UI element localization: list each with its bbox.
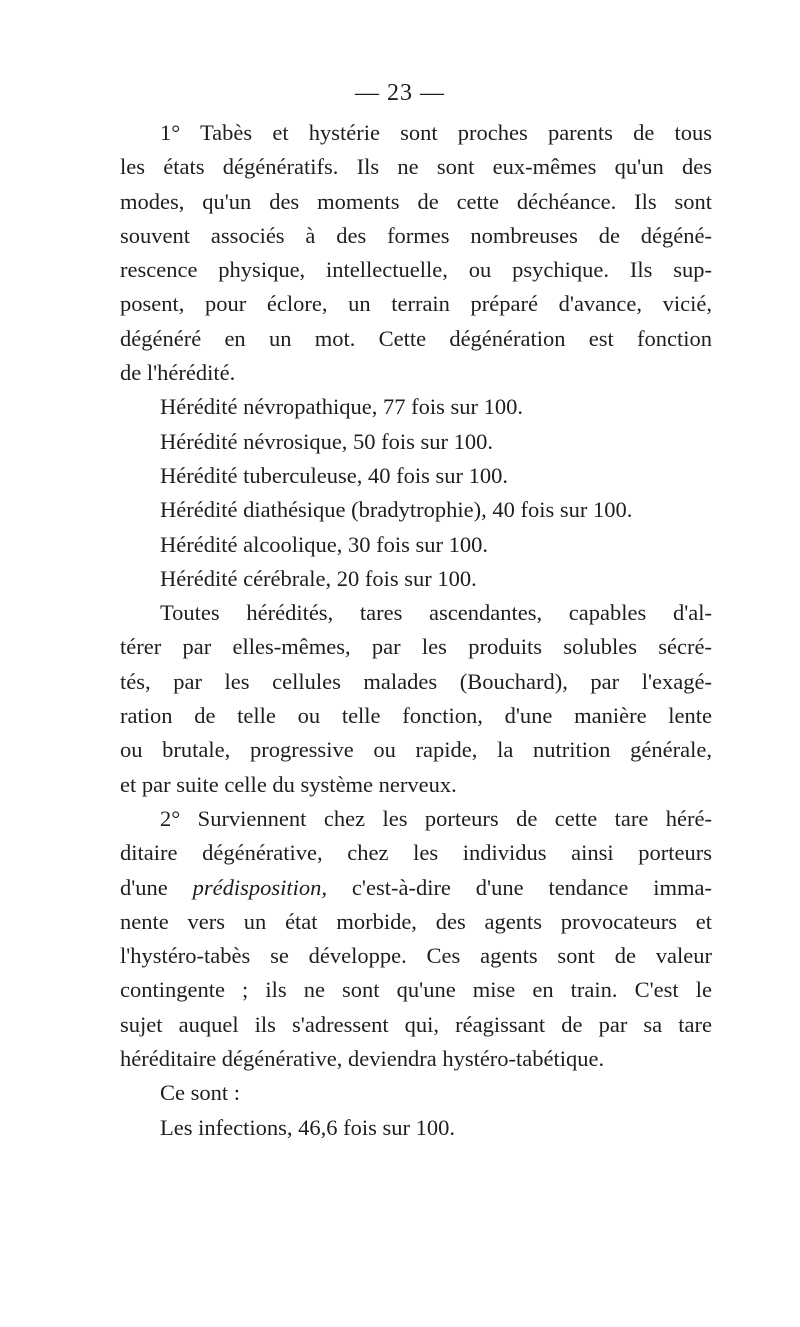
closing-line: Ce sont :	[160, 1080, 241, 1106]
paragraph-1-line: dégénéré en un mot. Cette dégénération est fonction	[120, 325, 712, 351]
closing-line: Les infections, 46,6 fois sur 100.	[160, 1114, 455, 1140]
paragraph-2-line: Toutes hérédités, tares ascendantes, capables d'al-	[160, 600, 712, 626]
paragraph-3-line: sujet auquel ils s'adressent qui, réagissant de par sa tare	[120, 1011, 712, 1037]
paragraph-3-line: ditaire dégénérative, chez les individus ainsi porteurs	[120, 840, 712, 866]
body-text	[120, 116, 712, 1145]
paragraph-3-line: contingente ; ils ne sont qu'une mise en train. C'est le	[120, 977, 712, 1003]
paragraph-1-line: 1° Tabès et hystérie sont proches parents de tous	[160, 120, 712, 145]
paragraph-2-line: tés, par les cellules malades (Bouchard), par l'exagé-	[120, 668, 712, 694]
heredity-list-item: Hérédité alcoolique, 30 fois sur 100.	[160, 531, 489, 557]
paragraph-1-line: rescence physique, intellectuelle, ou psychique. Ils sup-	[120, 257, 712, 283]
paragraph-3-line: héréditaire dégénérative, deviendra hystéro-tabétique.	[120, 1046, 605, 1072]
page-number: — 23 —	[355, 80, 445, 106]
heredity-list-item: Hérédité névrosique, 50 fois sur 100.	[160, 428, 494, 454]
paragraph-1-line: modes, qu'un des moments de cette déchéance. Ils sont	[120, 188, 712, 214]
paragraph-1-line: souvent associés à des formes nombreuses de dégéné-	[120, 222, 712, 248]
paragraph-1-line: les états dégénératifs. Ils ne sont eux-mêmes qu'un des	[120, 154, 712, 180]
paragraph-3-line: l'hystéro-tabès se développe. Ces agents sont de valeur	[120, 943, 712, 969]
heredity-list-item: Hérédité tuberculeuse, 40 fois sur 100.	[160, 462, 509, 488]
heredity-list-item: Hérédité diathésique (bradytrophie), 40 fois sur 100.	[160, 497, 633, 523]
text-run: c'est-à-dire d'une tendance imma-	[327, 874, 712, 900]
paragraph-2-line: ou brutale, progressive ou rapide, la nutrition générale,	[120, 737, 712, 763]
heredity-list-item: Hérédité cérébrale, 20 fois sur 100.	[160, 565, 477, 591]
paragraph-3-line: 2° Surviennent chez les porteurs de cette tare héré-	[160, 805, 712, 831]
paragraph-2-line: ration de telle ou telle fonction, d'une manière lente	[120, 703, 712, 729]
paragraph-3-line: nente vers un état morbide, des agents provocateurs et	[120, 908, 712, 934]
paragraph-1-line: de l'hérédité.	[120, 360, 236, 386]
paragraph-2-line: térer par elles-mêmes, par les produits solubles sécré-	[120, 634, 712, 660]
paragraph-3-line	[120, 871, 712, 905]
text-run: d'une	[120, 874, 193, 900]
italic-term: prédisposition,	[192, 874, 328, 900]
heredity-list-item: Hérédité névropathique, 77 fois sur 100.	[160, 394, 524, 420]
paragraph-2-line: et par suite celle du système nerveux.	[120, 771, 457, 797]
paragraph-1-line: posent, pour éclore, un terrain préparé d'avance, vicié,	[120, 291, 712, 317]
